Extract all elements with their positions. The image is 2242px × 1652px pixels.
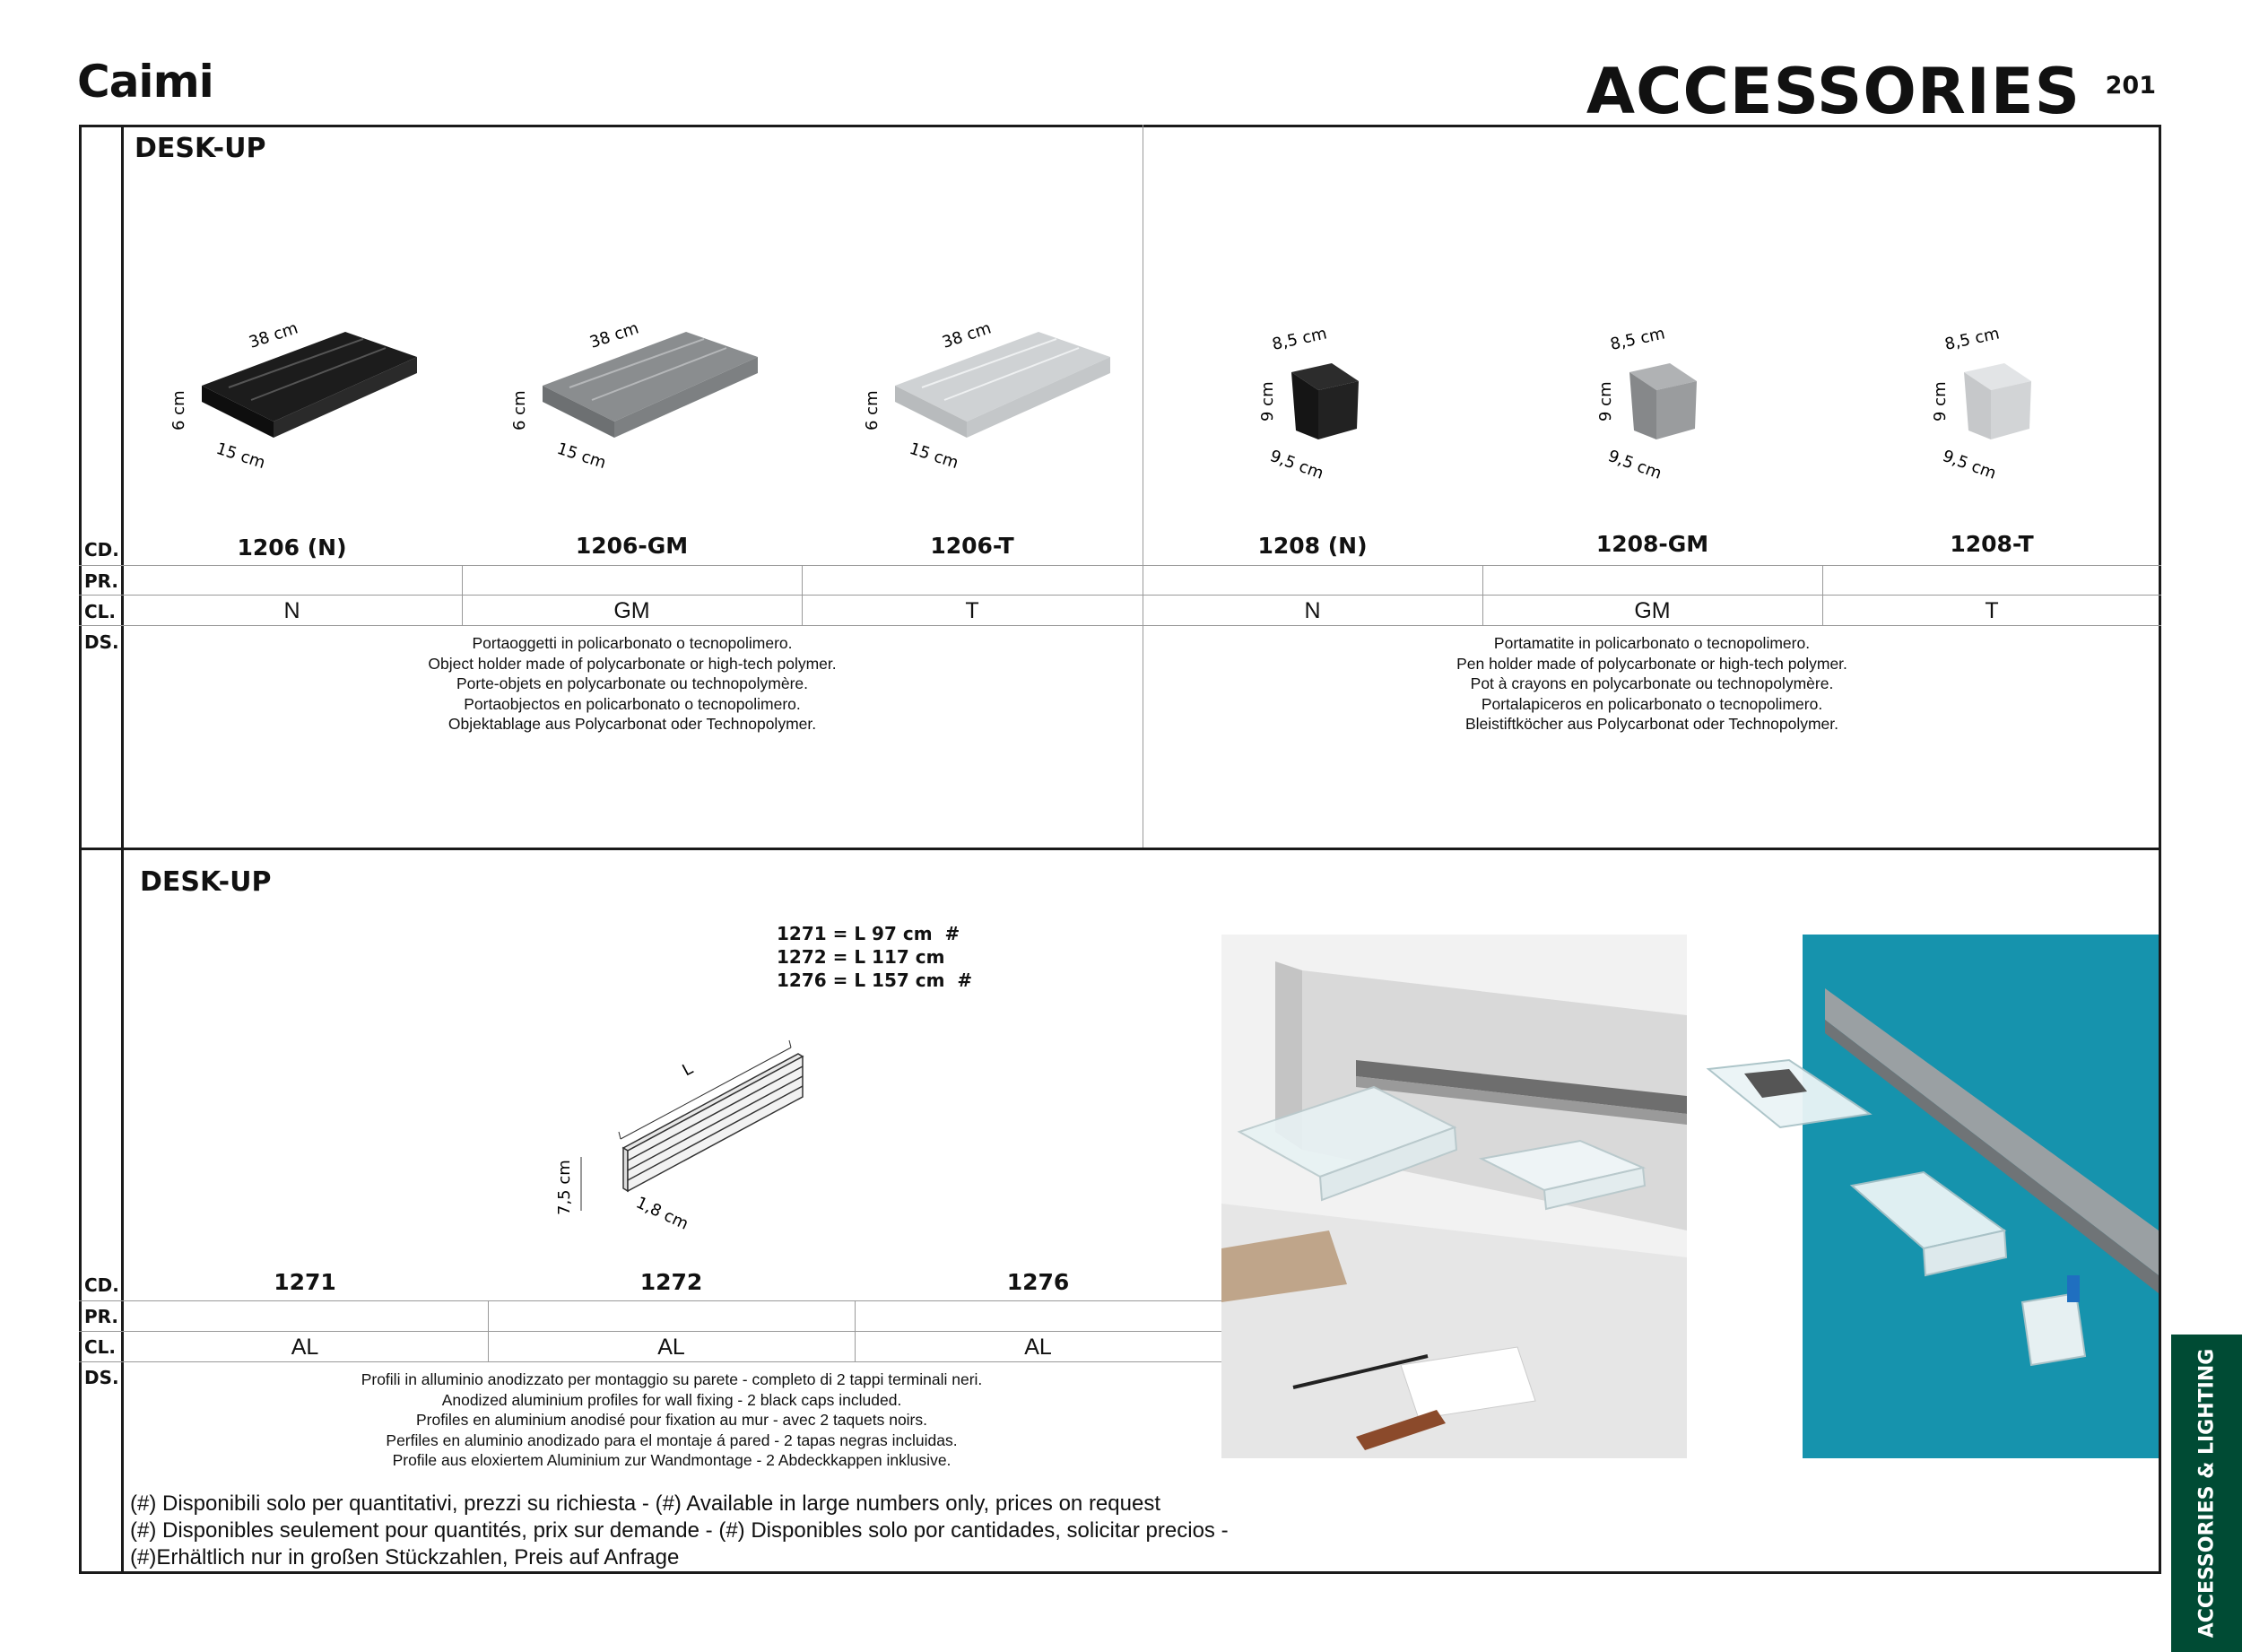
spec-line-1272: 1272 = L 117 cm: [777, 946, 945, 968]
dim-depth-1206-gm: 15 cm: [554, 439, 609, 474]
desc-line-es: Perfiles en aluminio anodizado para el montaje á pared - 2 tapas negras incluidas.: [386, 1430, 958, 1449]
dim-width-1208-t: 8,5 cm: [1942, 324, 2002, 354]
dim-height-label: 7,5 cm: [555, 1160, 574, 1215]
dim-height-1208-n: 9 cm: [1258, 381, 1277, 422]
desc-line-en: Object holder made of polycarbonate or high-tech polymer.: [428, 654, 837, 673]
dim-length-1206-gm: 38 cm: [587, 318, 641, 352]
row-label-color-2: CL.: [84, 1336, 117, 1358]
object-holder-tray-1206-n: [169, 318, 417, 473]
section1-title: DESK-UP: [135, 133, 266, 164]
description-wall-profiles: [122, 1369, 1221, 1471]
dim-depth-1208-t: 9,5 cm: [1940, 446, 1999, 483]
section-divider: [79, 848, 2161, 850]
description-pen-holder: [1143, 633, 2161, 735]
color-1276: AL: [1024, 1335, 1052, 1360]
dim-height-1206-n: 6 cm: [169, 390, 188, 430]
color-1271: AL: [291, 1335, 319, 1360]
desc-line-es: Portaobjectos en policarbonato o tecnopolimero.: [464, 694, 801, 713]
dim-height-1208-t: 9 cm: [1931, 381, 1950, 422]
dim-depth-1206-n: 15 cm: [213, 439, 268, 474]
row-label-description: DS.: [84, 631, 119, 653]
s2-line-pr: [79, 1331, 1221, 1332]
wall-profile-drawing: [538, 1013, 843, 1256]
s1-line-pr: [79, 595, 2161, 596]
product-code-1271: 1271: [274, 1269, 336, 1295]
product-code-1272: 1272: [639, 1269, 703, 1295]
s2-line-cl: [79, 1361, 1221, 1362]
desc-line-it: Portaoggetti in policarbonato o tecnopolimero.: [472, 634, 793, 652]
section-side-tab[interactable]: [2171, 1335, 2242, 1652]
length-spec-list: [777, 922, 972, 992]
note-line-3: (#)Erhältlich nur in großen Stückzahlen, Preis auf Anfrage: [130, 1545, 680, 1569]
color-1208-gm: GM: [1634, 598, 1671, 623]
product-code-1208-n: 1208 (N): [1257, 533, 1368, 559]
product-code-1276: 1276: [1006, 1269, 1070, 1295]
desc-line-it: Profili in alluminio anodizzato per montaggio su parete - completo di 2 tappi terminali neri.: [361, 1370, 983, 1388]
spec-line-1276: 1276 = L 157 cm #: [777, 969, 973, 991]
desc-line-de: Objektablage aus Polycarbonat oder Technopolymer.: [448, 715, 817, 733]
row-label-description-2: DS.: [84, 1367, 119, 1388]
spec-line-1271: 1271 = L 97 cm #: [777, 923, 960, 944]
desc-line-fr: Porte-objets en polycarbonate ou technopolymère.: [456, 674, 809, 692]
page-number: 201: [2105, 72, 2156, 100]
photo-wall-rail: [1690, 935, 2159, 1458]
row-label-code: CD.: [84, 539, 119, 561]
page-title: ACCESSORIES: [1586, 55, 2081, 128]
product-code-1206-t: 1206-T: [930, 533, 1014, 559]
color-1208-t: T: [1985, 598, 1999, 623]
dim-height-1208-gm: 9 cm: [1596, 381, 1615, 422]
row-label-color: CL.: [84, 601, 117, 622]
description-object-holder: [122, 633, 1143, 735]
color-1206-gm: GM: [613, 598, 650, 623]
row-label-price-2: PR.: [84, 1306, 119, 1327]
desc-line-en: Anodized aluminium profiles for wall fixing - 2 black caps included.: [441, 1390, 902, 1409]
section2-title: DESK-UP: [140, 866, 272, 898]
note-line-1: (#) Disponibili solo per quantitativi, prezzi su richiesta - (#) Available in large numbers only, prices on request: [130, 1491, 1160, 1516]
dim-length-label: L: [679, 1059, 697, 1081]
row-label-code-2: CD.: [84, 1274, 119, 1296]
section1-product-drawings: [126, 296, 2152, 511]
note-line-2: (#) Disponibles seulement pour quantités, prix sur demande - (#) Disponibles solo por cantidades, solicitar precios -: [130, 1518, 1229, 1543]
pen-holder-1208-n: [1258, 325, 1359, 483]
side-tab-label: ACCESSORIES & LIGHTING: [2195, 1348, 2218, 1639]
photo-desk-setup: [1221, 935, 1687, 1458]
dim-depth-1206-t: 15 cm: [907, 439, 961, 474]
dim-height-1206-t: 6 cm: [863, 390, 882, 430]
color-1206-t: T: [965, 598, 979, 623]
desc-line-de: Bleistiftköcher aus Polycarbonat oder Technopolymer.: [1464, 715, 1839, 733]
product-code-1206-gm: 1206-GM: [575, 533, 689, 559]
color-1208-n: N: [1304, 598, 1321, 623]
product-code-1208-t: 1208-T: [1950, 531, 2034, 557]
desc-line-es: Portalapiceros en policarbonato o tecnopolimero.: [1481, 694, 1823, 713]
object-holder-tray-1206-gm: [510, 318, 758, 473]
row-label-price: PR.: [84, 570, 119, 592]
product-code-1208-gm: 1208-GM: [1595, 531, 1709, 557]
dim-width-1208-gm: 8,5 cm: [1608, 324, 1667, 354]
object-holder-tray-1206-t: [863, 318, 1110, 473]
availability-note: [130, 1491, 1229, 1571]
dim-width-1208-n: 8,5 cm: [1270, 324, 1329, 354]
s2-line-cd: [79, 1300, 1221, 1301]
dim-depth-label: 1,8 cm: [632, 1193, 691, 1234]
product-code-1206-n: 1206 (N): [237, 535, 347, 561]
color-1272: AL: [657, 1335, 685, 1360]
s1-line-cl: [79, 625, 2161, 626]
desc-line-fr: Pot à crayons en polycarbonate ou technopolymère.: [1470, 674, 1834, 692]
dim-depth-1208-n: 9,5 cm: [1267, 446, 1326, 483]
pen-holder-1208-t: [1931, 325, 2031, 483]
dim-length-1206-t: 38 cm: [940, 318, 994, 352]
desc-line-en: Pen holder made of polycarbonate or high-tech polymer.: [1456, 654, 1847, 673]
s1-line-cd: [79, 565, 2161, 566]
desc-line-de: Profile aus eloxiertem Aluminium zur Wandmontage - 2 Abdeckkappen inklusive.: [392, 1451, 952, 1469]
desc-line-it: Portamatite in policarbonato o tecnopolimero.: [1493, 634, 1811, 652]
dim-height-1206-gm: 6 cm: [510, 390, 529, 430]
dim-depth-1208-gm: 9,5 cm: [1605, 446, 1664, 483]
caimi-logo: Caimi: [77, 56, 213, 108]
dim-length-1206-n: 38 cm: [247, 318, 300, 352]
desc-line-fr: Profiles en aluminium anodisé pour fixation au mur - avec 2 taquets noirs.: [415, 1411, 927, 1429]
pen-holder-1208-gm: [1596, 325, 1697, 483]
color-1206-n: N: [283, 598, 300, 623]
